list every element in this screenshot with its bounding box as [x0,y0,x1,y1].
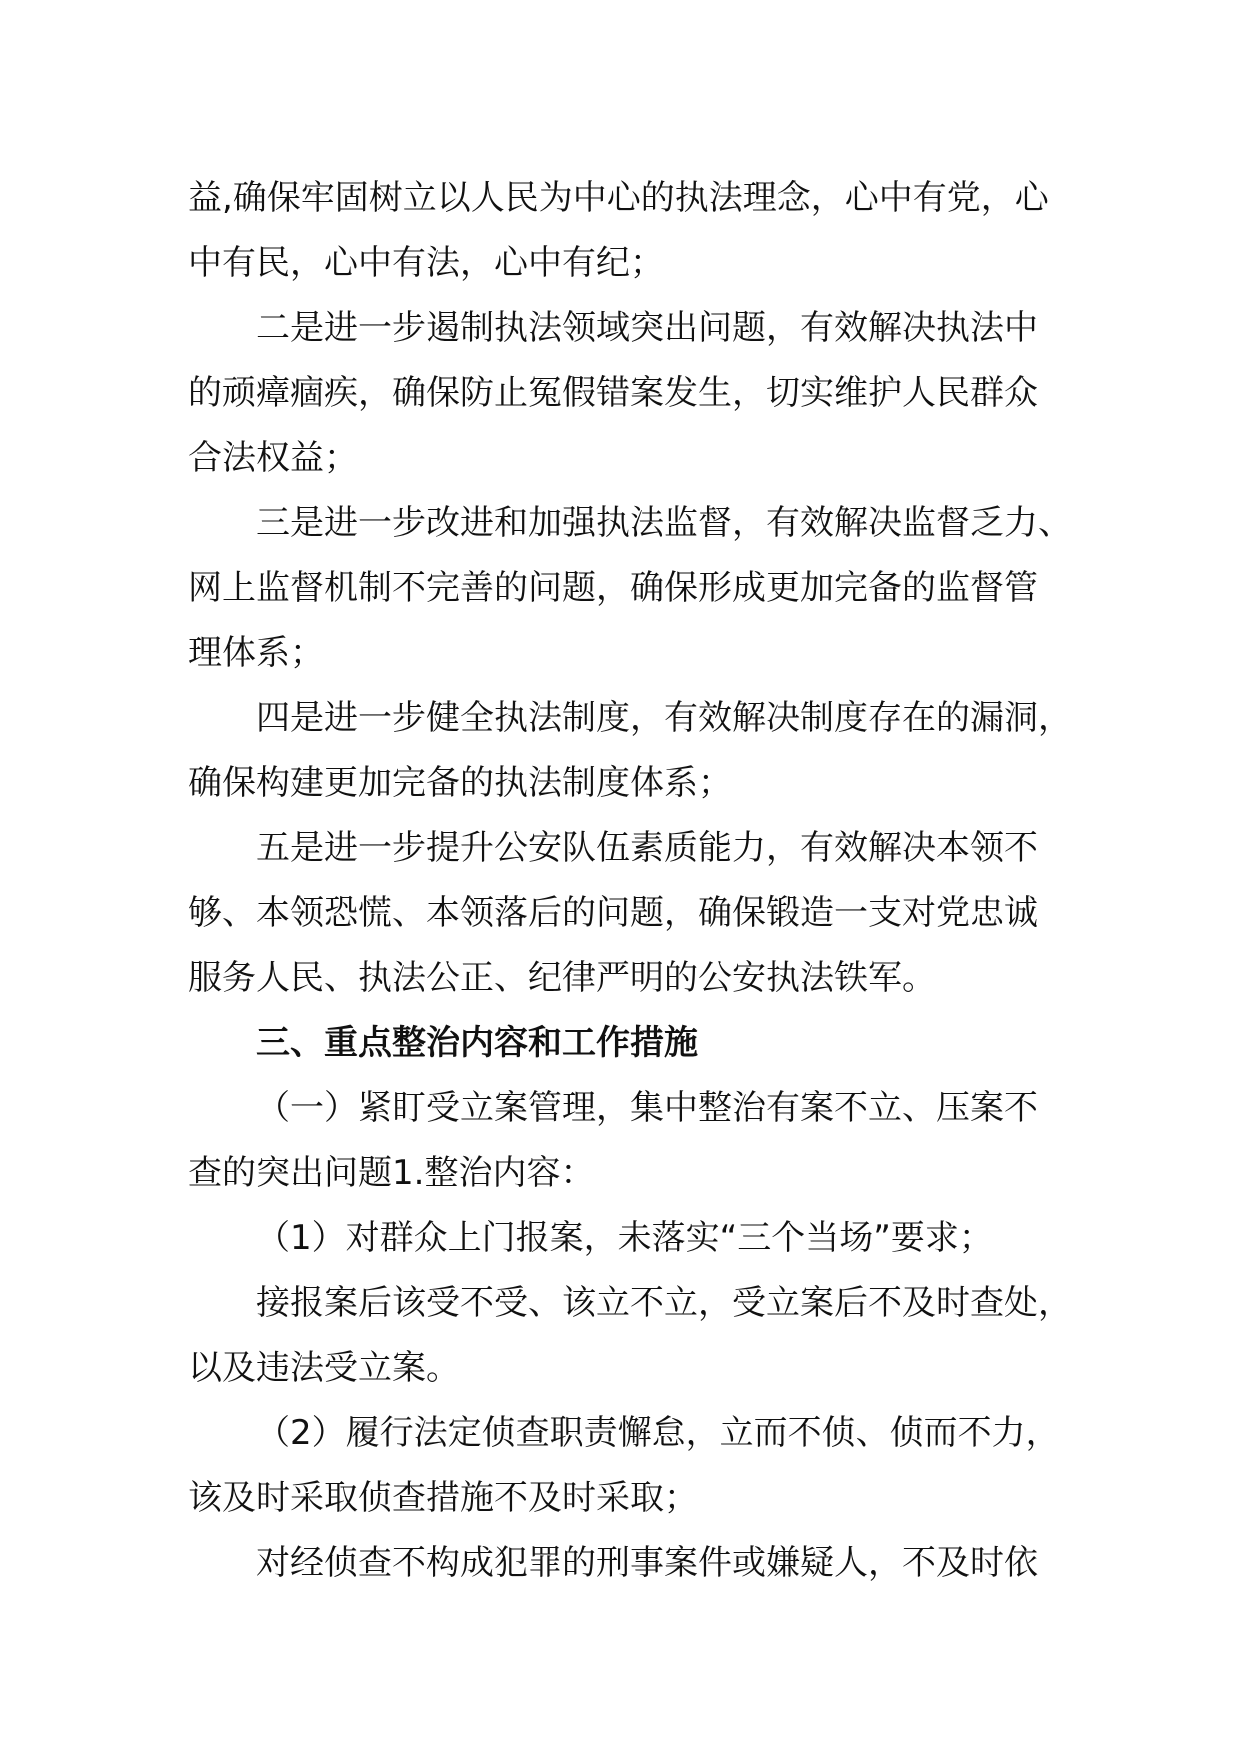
paragraph-line: 服务人民、执法公正、纪律严明的公安执法铁军。 [188,958,936,998]
paragraph-line: 五是进一步提升公安队伍素质能力，有效解决本领不 [256,828,1038,868]
paragraph-line: 该及时采取侦查措施不及时采取； [188,1478,698,1518]
paragraph-line: 对经侦查不构成犯罪的刑事案件或嫌疑人，不及时依 [256,1543,1038,1583]
paragraph-line: 确保构建更加完备的执法制度体系； [188,763,732,803]
paragraph-line: 二是进一步遏制执法领域突出问题，有效解决执法中 [256,308,1038,348]
paragraph-line: 以及违法受立案。 [188,1348,460,1388]
paragraph-line: 三是进一步改进和加强执法监督，有效解决监督乏力、 [256,503,1072,543]
document-body [188,166,1072,1596]
paragraph-line: 合法权益； [188,438,358,478]
paragraph-line: 中有民，心中有法，心中有纪； [188,243,664,283]
paragraph-line: 接报案后该受不受、该立不立，受立案后不及时查处， [256,1283,1072,1323]
paragraph-line: 网上监督机制不完善的问题，确保形成更加完备的监督管 [188,568,1038,608]
section-heading: 三、重点整治内容和工作措施 [256,1023,698,1063]
paragraph-line: 的顽瘴痼疾，确保防止冤假错案发生，切实维护人民群众 [188,373,1038,413]
paragraph-line: （1）对群众上门报案，未落实“三个当场”要求； [256,1218,993,1258]
paragraph-line: （一）紧盯受立案管理，集中整治有案不立、压案不 [256,1088,1038,1128]
paragraph-line: 查的突出问题1.整治内容： [188,1153,595,1193]
paragraph-line: （2）履行法定侦查职责懈怠，立而不侦、侦而不力， [256,1413,1060,1453]
paragraph-line: 理体系； [188,633,324,673]
paragraph-line: 够、本领恐慌、本领落后的问题，确保锻造一支对党忠诚 [188,893,1038,933]
paragraph-line: 益,确保牢固树立以人民为中心的执法理念，心中有党，心 [188,178,1049,218]
paragraph-line: 四是进一步健全执法制度，有效解决制度存在的漏洞， [256,698,1072,738]
